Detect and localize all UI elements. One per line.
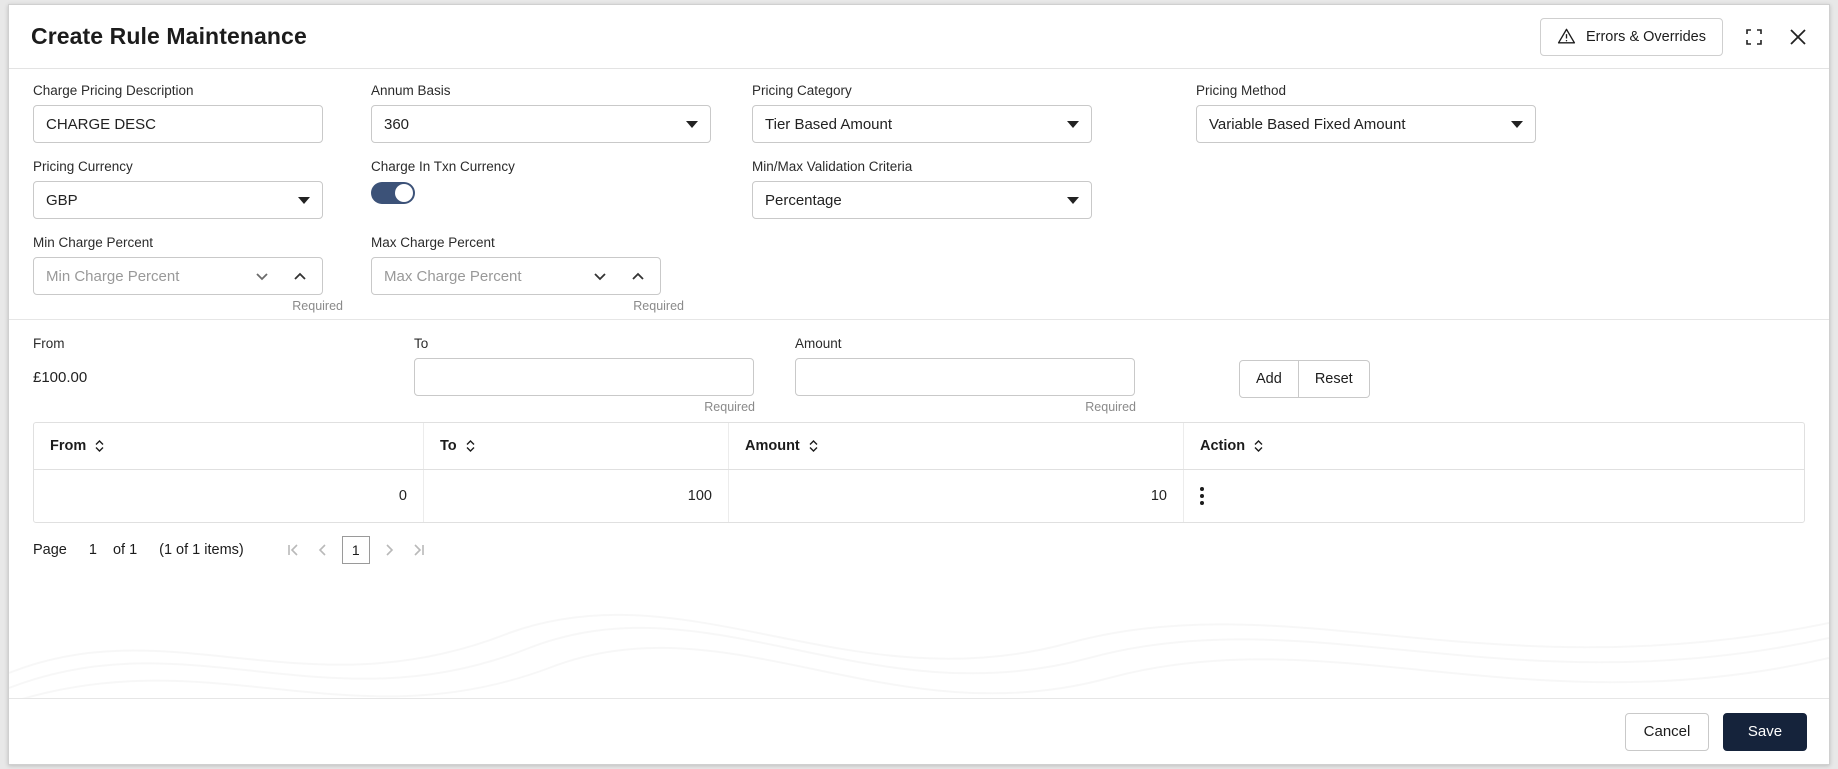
- field-pricing-currency: [33, 159, 371, 229]
- cell-from: 0: [34, 470, 424, 522]
- form-row-1: [33, 83, 1805, 153]
- pricing-form-section: [9, 69, 1829, 311]
- cell-amount: 10: [729, 470, 1184, 522]
- field-tier-to: [414, 336, 795, 414]
- charge-in-txn-currency-toggle[interactable]: [371, 182, 415, 204]
- min-charge-percent-stepper[interactable]: [33, 257, 323, 295]
- charge-in-txn-currency-label: Charge In Txn Currency: [371, 159, 515, 174]
- minimize-icon[interactable]: [1741, 24, 1767, 50]
- pagination: [33, 535, 1805, 565]
- charge-pricing-description-value: CHARGE DESC: [46, 115, 157, 133]
- field-charge-in-txn-currency: [371, 159, 752, 229]
- tier-from-label: From: [33, 336, 65, 351]
- form-row-3: [33, 235, 1805, 313]
- column-header-to-label: To: [440, 438, 457, 454]
- max-charge-percent-stepper-controls: [590, 266, 648, 286]
- tier-entry-row: [33, 336, 1805, 414]
- pagination-page-label: Page: [33, 542, 67, 558]
- min-max-validation-criteria-label: Min/Max Validation Criteria: [752, 159, 913, 174]
- chevron-down-icon[interactable]: [590, 266, 610, 286]
- tier-amount-hint: Required: [1085, 400, 1136, 414]
- annum-basis-value: 360: [384, 115, 410, 133]
- field-pricing-method: [1196, 83, 1536, 153]
- min-charge-percent-placeholder: Min Charge Percent: [46, 267, 180, 285]
- field-tier-amount: [795, 336, 1239, 414]
- chevron-down-icon: [1511, 121, 1523, 128]
- max-charge-percent-hint: Required: [633, 299, 684, 313]
- min-charge-percent-stepper-controls: [252, 266, 310, 286]
- pricing-method-select[interactable]: [1196, 105, 1536, 143]
- min-max-validation-criteria-value: Percentage: [765, 191, 842, 209]
- titlebar-actions: [1540, 18, 1811, 56]
- save-button[interactable]: Save: [1723, 713, 1807, 751]
- column-header-action-label: Action: [1200, 438, 1246, 454]
- min-charge-percent-label: Min Charge Percent: [33, 235, 154, 250]
- close-icon[interactable]: [1785, 24, 1811, 50]
- annum-basis-select[interactable]: [371, 105, 711, 143]
- chevron-up-icon[interactable]: [290, 266, 310, 286]
- max-charge-percent-placeholder: Max Charge Percent: [384, 267, 522, 285]
- field-tier-from: [33, 336, 414, 406]
- cancel-button[interactable]: Cancel: [1625, 713, 1709, 751]
- pagination-current-page[interactable]: 1: [342, 536, 370, 564]
- column-header-from-label: From: [50, 438, 87, 454]
- kebab-menu-icon[interactable]: [1200, 487, 1204, 505]
- max-charge-percent-label: Max Charge Percent: [371, 235, 495, 250]
- sort-icon[interactable]: [94, 439, 105, 453]
- column-header-from[interactable]: [34, 423, 424, 469]
- cell-action: [1184, 470, 1804, 522]
- table-row[interactable]: [34, 470, 1804, 522]
- tier-to-hint: Required: [704, 400, 755, 414]
- pagination-last-button[interactable]: [404, 535, 434, 565]
- column-header-action[interactable]: [1184, 423, 1804, 469]
- tier-entry-buttons: [1239, 360, 1370, 406]
- annum-basis-label: Annum Basis: [371, 83, 451, 98]
- background-watermark: [9, 578, 1829, 698]
- create-rule-maintenance-dialog: [8, 4, 1830, 765]
- tier-amount-input[interactable]: [795, 358, 1135, 396]
- pagination-of-label: of 1: [112, 542, 138, 558]
- pricing-method-label: Pricing Method: [1196, 83, 1287, 98]
- charge-pricing-description-input[interactable]: [33, 105, 323, 143]
- toggle-knob: [395, 184, 413, 202]
- sort-icon[interactable]: [808, 439, 819, 453]
- pagination-items-label: (1 of 1 items): [159, 542, 244, 558]
- form-row-2: [33, 159, 1805, 229]
- field-min-max-validation-criteria: [752, 159, 1196, 229]
- dialog-titlebar: [9, 5, 1829, 69]
- pricing-category-select[interactable]: [752, 105, 1092, 143]
- pricing-currency-select[interactable]: [33, 181, 323, 219]
- field-max-charge-percent: [371, 235, 752, 313]
- column-header-to[interactable]: [424, 423, 729, 469]
- errors-and-overrides-label: Errors & Overrides: [1585, 28, 1706, 45]
- dialog-footer: [9, 698, 1829, 764]
- warning-triangle-icon: [1557, 27, 1576, 46]
- min-charge-percent-hint: Required: [292, 299, 343, 313]
- reset-button[interactable]: Reset: [1299, 360, 1370, 398]
- chevron-up-icon[interactable]: [628, 266, 648, 286]
- table-header-row: [34, 423, 1804, 470]
- min-max-validation-criteria-select[interactable]: [752, 181, 1092, 219]
- chevron-down-icon: [1067, 121, 1079, 128]
- cell-to: 100: [424, 470, 729, 522]
- tier-amount-label: Amount: [795, 336, 842, 351]
- pagination-prev-button[interactable]: [308, 535, 338, 565]
- field-pricing-category: [752, 83, 1196, 153]
- pagination-next-button[interactable]: [374, 535, 404, 565]
- tier-to-label: To: [414, 336, 429, 351]
- page-title: Create Rule Maintenance: [31, 23, 307, 49]
- sort-icon[interactable]: [1253, 439, 1264, 453]
- pagination-page-number: 1: [88, 542, 97, 558]
- tier-from-value: £100.00: [33, 368, 88, 386]
- pricing-currency-label: Pricing Currency: [33, 159, 133, 174]
- chevron-down-icon: [1067, 197, 1079, 204]
- pricing-currency-value: GBP: [46, 191, 78, 209]
- chevron-down-icon: [686, 121, 698, 128]
- sort-icon[interactable]: [465, 439, 476, 453]
- pricing-method-value: Variable Based Fixed Amount: [1209, 115, 1406, 133]
- field-charge-pricing-description: [33, 83, 371, 153]
- max-charge-percent-stepper[interactable]: [371, 257, 661, 295]
- charge-pricing-description-label: Charge Pricing Description: [33, 83, 194, 98]
- errors-and-overrides-button[interactable]: [1540, 18, 1723, 56]
- tier-entry-section: [9, 320, 1829, 412]
- column-header-amount-label: Amount: [745, 438, 800, 454]
- pricing-category-label: Pricing Category: [752, 83, 852, 98]
- chevron-down-icon[interactable]: [252, 266, 272, 286]
- pagination-first-button[interactable]: [278, 535, 308, 565]
- tier-table: [33, 422, 1805, 523]
- field-min-charge-percent: [33, 235, 371, 313]
- tier-to-input[interactable]: [414, 358, 754, 396]
- column-header-amount[interactable]: [729, 423, 1184, 469]
- field-spacer: [1196, 159, 1536, 229]
- dialog-body: [9, 69, 1829, 698]
- chevron-down-icon: [298, 197, 310, 204]
- pricing-category-value: Tier Based Amount: [765, 115, 893, 133]
- add-button[interactable]: Add: [1239, 360, 1299, 398]
- field-annum-basis: [371, 83, 752, 153]
